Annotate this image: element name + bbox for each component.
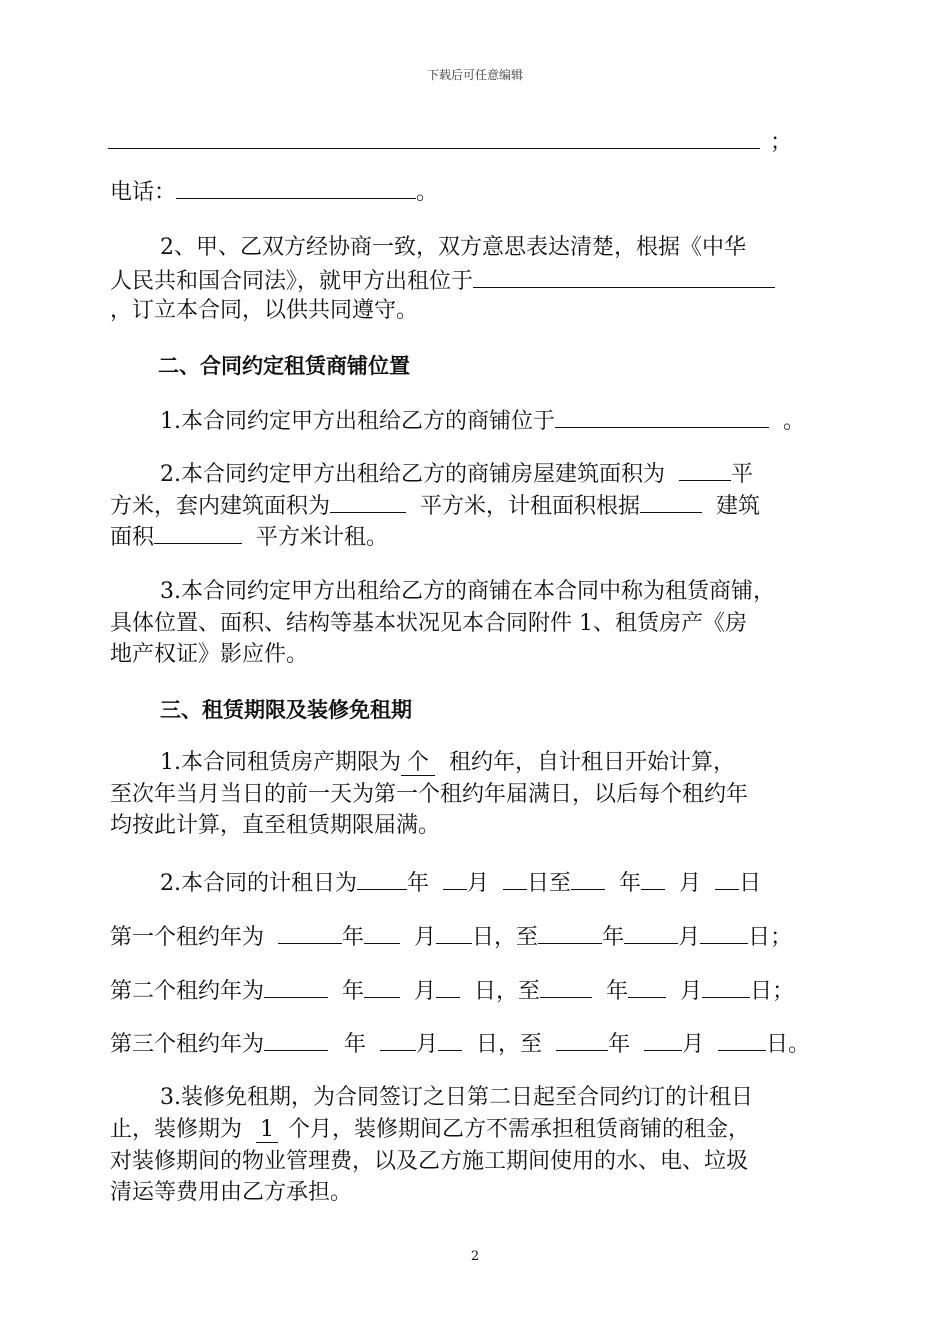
year-label: 年 — [619, 871, 642, 896]
s3-item1-line3: 均按此计算，直至租赁期限届满。 — [110, 813, 441, 838]
page-header: 下载后可任意编辑 — [426, 68, 523, 82]
blank — [538, 921, 602, 944]
rent-start-label: 2.本合同的计租日为 — [160, 871, 357, 896]
section2-title: 二、合同约定租赁商铺位置 — [158, 353, 410, 378]
month-label: 月 — [416, 1032, 439, 1057]
phone-end: 。 — [416, 180, 439, 205]
year-label: 年 — [608, 1032, 631, 1057]
s3-item3-text2: 个月，装修期间乙方不需承担租赁商铺的租金， — [288, 1117, 751, 1142]
s2-item2-text7: 平方米计租。 — [256, 525, 389, 550]
month-label: 月 — [680, 979, 703, 1004]
s3-item1-text1: 1.本合同租赁房产期限为 — [160, 750, 401, 775]
blank — [443, 867, 467, 890]
s3-item3-line2 — [110, 1115, 750, 1145]
comma-to-label: 日，至 — [476, 1032, 543, 1057]
section3-title: 三、租赁期限及装修免租期 — [160, 697, 412, 722]
s2-item1 — [160, 405, 805, 437]
blank — [364, 975, 400, 998]
s2-item3-line2: 具体位置、面积、结构等基本状况见本合同附件 1、租赁房产《房 — [110, 611, 747, 636]
year-label: 年 — [342, 925, 365, 950]
blank — [364, 921, 400, 944]
basis-blank — [640, 490, 702, 513]
month-label: 月 — [678, 925, 701, 950]
s2-item2-text6: 面积 — [110, 525, 155, 550]
period-end: 日。 — [766, 1032, 811, 1057]
s3-item2-line — [160, 867, 761, 899]
s3-item3-line1: 3.装修免租期，为合同签订之日第二日起至合同约订的计租日 — [160, 1085, 753, 1110]
blank — [644, 1028, 682, 1051]
shop-location-blank — [555, 405, 769, 428]
month-label: 月 — [679, 871, 702, 896]
blank — [700, 921, 748, 944]
blank — [628, 975, 666, 998]
s2-item2-text1: 2.本合同约定甲方出租给乙方的商铺房屋建筑面积为 — [160, 462, 665, 487]
year-label: 年 — [602, 925, 625, 950]
s2-item2-text2: 平 — [731, 462, 754, 487]
s3-item3-line3: 对装修期间的物业管理费，以及乙方施工期间使用的水、电、垃圾 — [110, 1149, 749, 1174]
blank — [357, 867, 407, 890]
decoration-months: 1 — [256, 1117, 278, 1143]
blank — [436, 921, 472, 944]
rent-area-blank — [154, 521, 242, 544]
s3-item3-text1: 止，装修期为 — [110, 1117, 243, 1142]
inner-area-blank — [330, 490, 406, 513]
year-label: 年 — [344, 1032, 367, 1057]
s2-item2-line3 — [110, 521, 388, 553]
s3-item1-text2: 租约年，自计租日开始计算， — [449, 750, 736, 775]
semicolon: ； — [770, 130, 793, 155]
blank — [278, 921, 342, 944]
s3-item1-line2: 至次年当月当日的前一天为第一个租约年届满日，以后每个租约年 — [110, 782, 749, 807]
s2-item1-end: 。 — [783, 409, 806, 434]
blank — [571, 867, 605, 890]
semi-end: 日； — [750, 979, 795, 1004]
blank — [702, 975, 750, 998]
p2-line2 — [110, 265, 775, 297]
blank — [540, 975, 592, 998]
year-label: 年 — [342, 979, 365, 1004]
s2-item2-text5: 建筑 — [716, 494, 761, 519]
blank — [624, 921, 678, 944]
building-area-blank — [679, 458, 731, 481]
semi-end: 日； — [748, 925, 793, 950]
page-number: 2 — [470, 1249, 480, 1264]
p2-line2-text: 人民共和国合同法》，就甲方出租位于 — [110, 269, 474, 294]
year2-line — [110, 975, 794, 1007]
blank — [380, 1028, 416, 1051]
s2-item3-line3: 地产权证》影应件。 — [110, 642, 309, 667]
month-label: 月 — [467, 871, 490, 896]
year1-line — [110, 921, 792, 953]
p2-line1: 2、甲、乙双方经协商一致，双方意思表达清楚，根据《中华 — [160, 235, 746, 260]
s2-item3-line1: 3.本合同约定甲方出租给乙方的商铺在本合同中称为租赁商铺， — [160, 579, 775, 604]
blank — [436, 975, 460, 998]
s2-item1-text: 1.本合同约定甲方出租给乙方的商铺位于 — [160, 409, 555, 434]
s2-item2-line1 — [160, 458, 753, 490]
month-label: 月 — [414, 979, 437, 1004]
blank — [718, 1028, 766, 1051]
blank — [715, 867, 739, 890]
blank — [438, 1028, 462, 1051]
year2-label: 第二个租约年为 — [110, 979, 265, 1004]
s2-item2-line2 — [110, 490, 760, 522]
blank — [556, 1028, 608, 1051]
year-label: 年 — [606, 979, 629, 1004]
comma-to-label: 日，至 — [472, 925, 539, 950]
s2-item2-text4: 平方米，计租面积根据 — [420, 494, 641, 519]
term-value: 个 — [401, 750, 435, 776]
comma-to-label: 日，至 — [474, 979, 541, 1004]
blank — [641, 867, 665, 890]
s3-item3-line4: 清运等费用由乙方承担。 — [110, 1180, 353, 1205]
month-label: 月 — [682, 1032, 705, 1057]
phone-label: 电话： — [110, 180, 177, 205]
to-label: 日至 — [527, 871, 572, 896]
day-label: 日 — [739, 871, 762, 896]
year-label: 年 — [407, 871, 430, 896]
blank — [264, 975, 328, 998]
blank — [264, 1028, 328, 1051]
s2-item2-text3: 方米，套内建筑面积为 — [110, 494, 331, 519]
blank-address-line — [108, 148, 760, 149]
phone-blank — [176, 176, 416, 199]
year3-line — [110, 1028, 810, 1060]
year1-label: 第一个租约年为 — [110, 925, 265, 950]
blank — [503, 867, 527, 890]
s3-item1-line1 — [160, 748, 735, 778]
month-label: 月 — [414, 925, 437, 950]
location-blank — [473, 265, 775, 288]
p2-line3: ，订立本合同，以供共同遵守。 — [110, 298, 419, 323]
year3-label: 第三个租约年为 — [110, 1032, 265, 1057]
phone-line — [110, 176, 438, 208]
